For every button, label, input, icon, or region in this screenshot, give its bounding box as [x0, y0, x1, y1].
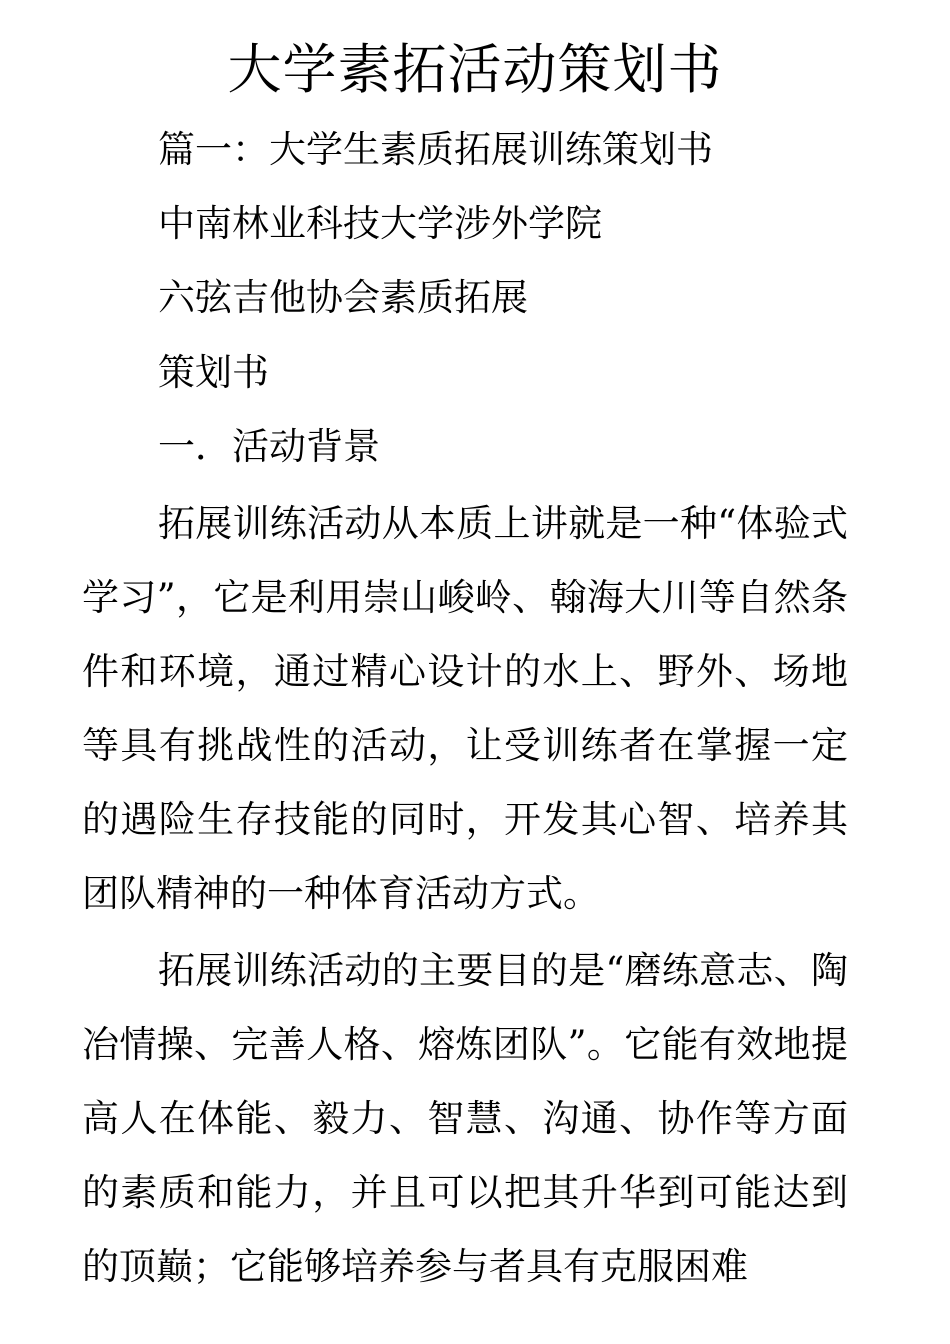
- document-title: 大学素拓活动策划书: [227, 38, 723, 101]
- paragraph-purpose: 拓展训练活动的主要目的是“磨练意志、陶冶情操、完善人格、熔炼团队”。它能有效地提高人在体能、毅力、智慧、沟通、协作等方面的素质和能力，并且可以把其升华到可能达到的顶巅；它能够培养参与者具有克服困难: [82, 949, 848, 1288]
- section-heading: 一．活动背景: [158, 425, 380, 468]
- association-line: 六弦吉他协会素质拓展: [158, 276, 528, 319]
- institution-line: 中南林业科技大学涉外学院: [158, 202, 602, 245]
- plan-label-line: 策划书: [158, 351, 269, 394]
- subtitle-line: 篇一：大学生素质拓展训练策划书: [158, 128, 713, 171]
- paragraph-background: 拓展训练活动从本质上讲就是一种“体验式学习”，它是利用崇山峻岭、翰海大川等自然条件和环境，通过精心设计的水上、野外、场地等具有挑战性的活动，让受训练者在掌握一定的遇险生存技能的同时，开发其心智、培养其团队精神的一种体育活动方式。: [82, 502, 848, 915]
